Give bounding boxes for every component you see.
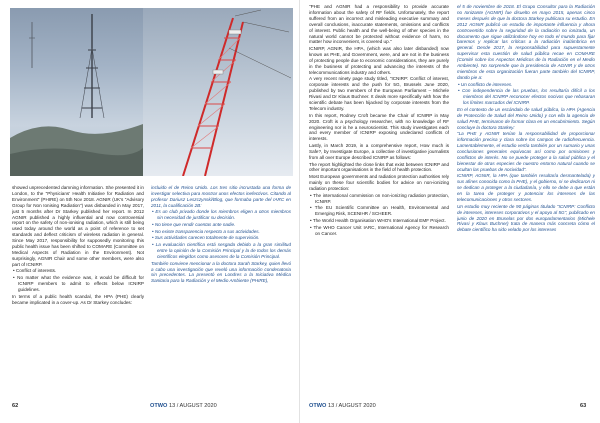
issue-date: 13 / AUGUST 2020 <box>327 403 376 409</box>
paragraph: Most European governments and radiation protection authorities rely mainly on these four scientific bodies for advice on non-ionizing radiation protection: <box>309 174 449 191</box>
bullet-text: The World Health Organisation WHO's International EMF Project. <box>312 217 446 223</box>
bullet-item: • No matter what the evidence was, it would be difficult for ICNIRP members to admit to effects below ICNIRP guidelines. <box>13 275 144 292</box>
paragraph: A very recent ninety page study titled, "ICNIRP: Conflict of interest, corporate interests and the push for 5G, Brussels June 2020, published by two members of the European Parliament – Michele Rivasi and Dr Klaus Buchner. It deals more specifically with how the scientific debate has been hijacked by corporate interests from the Telecom industry. <box>309 76 449 111</box>
bullet-item: • Un conflicto de intereses. <box>458 81 513 87</box>
left-footer-page-number: 62 <box>12 403 19 409</box>
paragraph: In terms of a public health scandal, the HPA (PHE) clearly became implicated in a cover-up. As Dr Starkey concludes: <box>12 293 144 305</box>
bullet-item: • The EU Scientific Committee on Health, Environmental and Emerging Risk, SCENIHR / SCHEER. <box>310 205 449 217</box>
left-english-column <box>12 185 144 410</box>
bullet-text: The international commission on non-ionizing radiation protection, ICNIRP. <box>313 192 449 204</box>
magazine-name: OTWO <box>309 403 327 409</box>
paragraph: En el contexto de un escándalo de salud pública, la HPA (Agencia de Protección de Salud del Reino Unido) y con ella la agencia de salud PHE, terminaron de formar clara en un encubrimiento. Según concluye la doctora Starkey: <box>457 106 595 130</box>
bullet-text: Conflict of interests. <box>15 268 57 274</box>
bullet-item: • No tiene que rendir cuentas ante nadie. <box>152 222 236 228</box>
bullet-item: • Con independencia de las pruebas, los resultaría difícil a los miembros del ICNIRP reconocer efectos nocivos que rebasaran los límites marcados del ICNIRP. <box>458 88 595 106</box>
bullet-text: No matter what the evidence was, it would be difficult for ICNIRP members to admit to effects below ICNIRP guidelines. <box>17 275 144 292</box>
lattice-tower-illustration <box>143 8 293 176</box>
bullet-text: No tiene que rendir cuentas ante nadie. <box>154 222 236 228</box>
bullet-item: • The WHO Cancer Unit IARC, International Agency for Research on Cancer. <box>310 224 449 236</box>
bullet-text: Es un club privado donde los miembros eligen a otros miembros sin necesidad de justificar su decisión. <box>155 209 291 221</box>
bullet-text: The EU Scientific Committee on Health, Environmental and Emerging Risk, SCENIHR / SCHEER. <box>314 205 449 217</box>
bullet-text: No existe transparencia respecto a sus actividades. <box>154 228 260 234</box>
paragraph: el 5 de noviembre de 2018. El Grupo Consultor para la Radiación no Ionizante (AGNIR) fue disuelto en mayo 2015, apenas cinco meses después de que la doctora Starkey publicara su estudio. En 2012 AGNIR publicó un estudio de importante influencia y ahora controvertido sobre la seguridad de la radiación no ionizada, un documento que sigue utilizándose hoy en todo el mundo para fijar baremos y replicar las críticas a la radiación inalámbrica en general. Desde 2017, la responsabilidad para supuestamente supervisar esta cuestión de salud pública recae en COMARE (Comité sobre los Aspectos Médicos de la Radiación en el Medio Ambiente). No sorprende que la presidencia de AGNIR y de otros miembros de esta organización fueran parte también del ICNIRP, dando pie a: <box>457 4 595 80</box>
paragraph: incluido el de Reino Unido. Los tres sitio incrustada una forma de investigar selectiva para mostrar unos efectos inefectivos. Citando al profesor Dariusz Leszczynski/Blog, que formaba parte del IARC en 2011, la cualificación 2B: <box>151 185 291 208</box>
right-footer-page-number: 63 <box>580 403 587 409</box>
paragraph: ICNIRP, AGNIR, la HPA (que también resultaría desmantelada) y sus afines conocida como la PHE), y el gobierno, ni se dedicaron ni se dedican a proteger a la ciudadanía, y ello se debe a que están en la tarea de proteger y potenciar los intereses de las telecomunicaciones y otros sectores. <box>457 173 595 202</box>
left-spanish-column <box>151 185 291 410</box>
antenna-tower-photo <box>10 8 143 176</box>
lattice-tower-photo <box>143 8 293 176</box>
left-footer-issue <box>150 403 217 409</box>
paragraph: The report highlighted the close links that exist between ICNIRP and other important organisations in the field of health protection. <box>309 161 449 173</box>
bullet-item: • Es un club privado donde los miembros eligen a otros miembros sin necesidad de justificar su decisión. <box>152 209 291 221</box>
bullet-item: • The international commission on non-ionizing radiation protection, ICNIRP. <box>310 192 449 204</box>
bullet-text: Sus actividades carecen totalmente de supervisión. <box>154 235 260 241</box>
paragraph: "PHE and AGNIR had a responsibility to provide accurate information about the safety of RF fields. Unfortunately, the report suffered from an incorrect and misleading executive summary and overall conclusions, inaccurate statements, omissions and conflicts of interest. Public health and the well-being of other species in the natural world cannot be protected without evidence of harm, no matter how inconvenient, is covered up." <box>309 4 449 45</box>
antenna-tower-illustration <box>10 8 143 176</box>
right-english-column <box>309 4 449 410</box>
right-footer-issue <box>309 403 376 409</box>
right-page <box>300 0 600 423</box>
bullet-item: • Sus actividades carecen totalmente de supervisión. <box>152 235 260 241</box>
bullet-text: La evaluación científica está sesgada debido a la gran similitud entre la opinión de la Comisión Principal y la de todos los demás científicos elegidos como asesores de la Comisión Principal. <box>155 242 291 259</box>
issue-date: 13 / AUGUST 2020 <box>168 403 217 409</box>
paragraph: showed unprecedented damning information. She presented it in London, to the "Physicians' Health Initiative for Radiation and Environment" (PHIRE) on 5th Nov 2018. AGNIR (UK's "Advisory Group for Non Ionising Radiation") was disbanded in May 2017, just 5 months after Dr Starkey published her report. In 2012 AGNIR published a highly influential and now controversial report on the safety of non-ionising radiation, which is still being used today around the world as a point of reference to set standards and deflect criticism of wireless radiation in general. Since May 2017, responsibility for supposedly monitoring this public health issue has been shifted to COMARE (Committee on Medical Aspects of Radiation in the Environment). Not surprisingly, AGNIR Chair and some other members, were also part of ICNIRP. <box>12 185 144 267</box>
right-spanish-column <box>457 4 595 410</box>
bullet-item: • The World Health Organisation WHO's International EMF Project. <box>310 217 446 223</box>
paragraph: "La PHE y AGNIR tenían la responsabilidad de proporcionar información precisa y clara sobre los campos de radiofrecuencia. Lamentablemente, el estudio vertía también por un sumario y unas conclusiones generales equívocas así como por omisiones y conflictos de interés. No se puede proteger a la salud pública y el bienestar de otras especies de nuestro entorno natural cuando se ocultan las pruebas de nocividad". <box>457 131 595 172</box>
bullet-item: • La evaluación científica está sesgada debido a la gran similitud entre la opinión de la Comisión Principal y la de todos los demás científicos elegidos como asesores de la Comisión Principal. <box>152 242 291 259</box>
bullet-item: • No existe transparencia respecto a sus actividades. <box>152 228 260 234</box>
paragraph: También conviene mencionar a la doctora Sarah Starkey, quien llevó a cabo una investigación que reveló una información condenatoria sin precedentes. La presentó en Londres a la Iniciativa Médica Sanitaria para la Radiación y el Medio Ambiente (PHIRE), <box>151 260 291 284</box>
bullet-text: Con independencia de las pruebas, los resultaría difícil a los miembros del ICNIRP reconocer efectos nocivos que rebasaran los límites marcados del ICNIRP. <box>462 88 595 106</box>
paragraph: In this report, Rodney Croft became the Chair of ICNIRP in May 2020. Croft is a psychology researcher, with no knowledge of RF engineering nor is he a neuroscientist. This study investigates each and every member of ICNIRP exposing undeclared conflicts of interests. <box>309 112 449 142</box>
bullet-text: The WHO Cancer Unit IARC, International Agency for Research on Cancer. <box>313 224 449 236</box>
bullet-text: Un conflicto de intereses. <box>460 81 513 87</box>
paragraph: ICNIRP, AGNIR, the HPA, (which was also later disbanded) now known as PHE, and Government, were, and are not in the business of protecting people due to economic considerations, they are purely in the business of protecting and advancing the interests of the telecommunications industry and others. <box>309 46 449 75</box>
bullet-item: • Conflict of interests. <box>13 268 57 274</box>
paragraph: Un estudio muy reciente de 90 páginas titulado "ICNIRP: Conflicto de intereses, intereses corporativos y el apoyo al 5G", publicado en junio de 2020 en Bruselas por dos europarlamentarios (Michele Rivasi y Klaus Buchner) trata de manera más concreta cómo el debate científico ha sido velado por los intereses <box>457 203 595 233</box>
paragraph: Lastly, in March 2019, in a comprehensive report, How much is Safe?, by Investigate Europe, a collective of investigative journalists from all over Europe described ICNIRP as follows: <box>309 143 449 160</box>
magazine-name: OTWO <box>150 403 168 409</box>
